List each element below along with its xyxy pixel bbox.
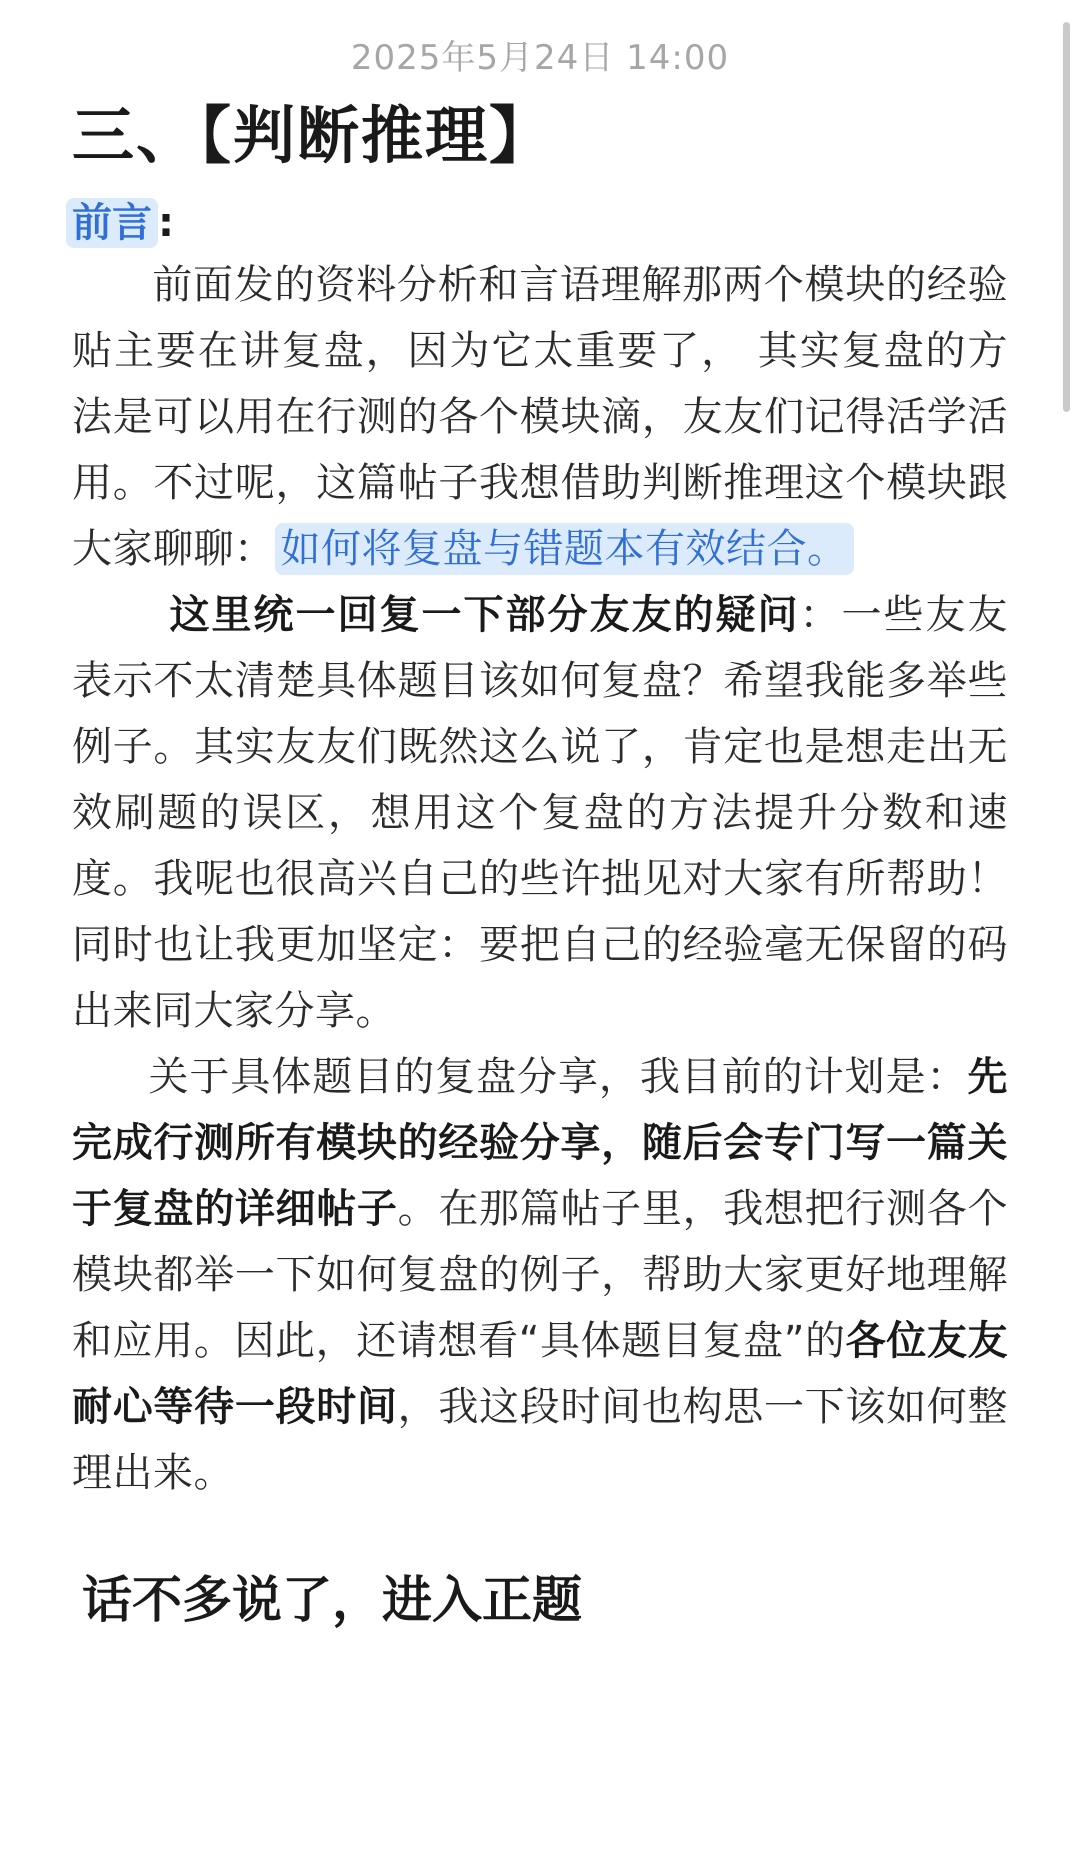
paragraph-3-intro: 关于具体题目的复盘分享，我目前的计划是： xyxy=(148,1054,968,1100)
paragraph-1-text: 前面发的资料分析和言语理解那两个模块的经验贴主要在讲复盘，因为它太重要了， 其实复盘的方法是可以用在行测的各个模块滴，友友们记得活学活用。不过呢，这篇帖子我想借助判断推理这个模块跟大家聊聊： xyxy=(72,262,1008,572)
paragraph-3-text-1: 。在那篇帖子里，我想把行测各个模块都举一下如何复盘的例子，帮助大家更好地理解和应用。因此，还请想看“具体题目复盘”的 xyxy=(72,1186,1009,1364)
paragraph-3-bold-2: 各位友友耐心等待一段时间 xyxy=(72,1318,1009,1430)
paragraph-3-bold-1: 先完成行测所有模块的经验分享，随后会专门写一篇关于复盘的详细帖子 xyxy=(72,1054,1008,1232)
article-title: 三、【判断推理】 xyxy=(72,99,554,172)
scrollbar-thumb[interactable] xyxy=(1063,22,1070,412)
scrollbar[interactable] xyxy=(1062,22,1070,1868)
paragraph-2-bold: 这里统一回复一下部分友友的疑问 xyxy=(168,592,800,638)
preface-colon: : xyxy=(158,200,174,246)
preface-line xyxy=(72,194,1008,252)
highlight-link[interactable]: 如何将复盘与错题本有效结合。 xyxy=(275,523,854,575)
paragraph-2-text: ：一些友友表示不太清楚具体题目该如何复盘？希望我能多举些例子。其实友友们既然这么说了，肯定也是想走出无效刷题的误区，想用这个复盘的方法提升分数和速度。我呢也很高兴自己的些许拙见对大家有所帮助！同时也让我更加坚定：要把自己的经验毫无保留的码出来同大家分享。 xyxy=(72,592,1008,1034)
paragraph-1 xyxy=(72,252,1008,582)
paragraph-3 xyxy=(72,1044,1008,1506)
article-body xyxy=(72,92,1008,1636)
paragraph-2 xyxy=(72,582,1008,1044)
paragraph-3-text-2: ，我这段时间也构思一下该如何整理出来。 xyxy=(72,1384,1009,1496)
preface-label[interactable]: 前言 xyxy=(66,198,158,248)
section-heading: 话不多说了，进入正题 xyxy=(82,1571,582,1629)
timestamp: 2025年5月24日 14:00 xyxy=(350,38,730,78)
